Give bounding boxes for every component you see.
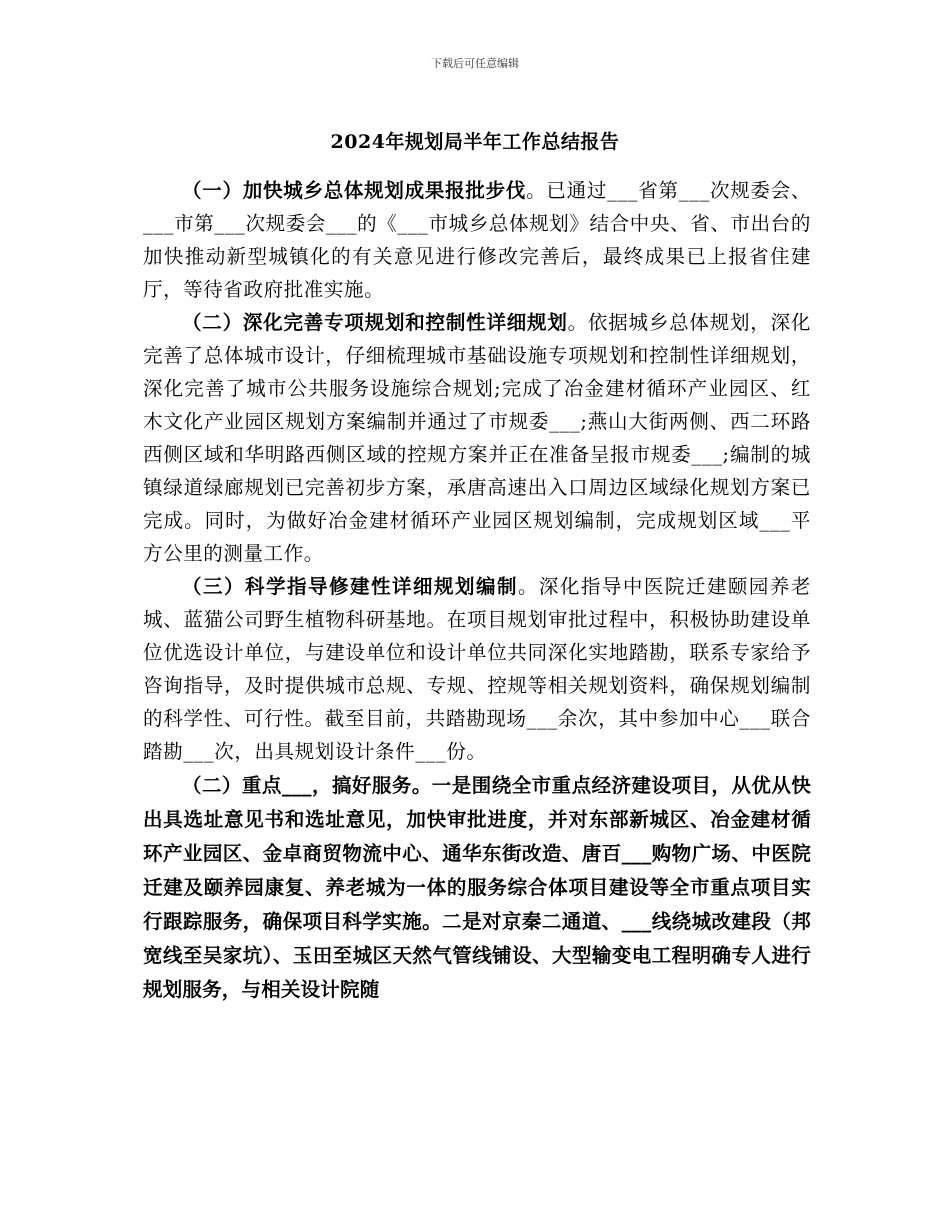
document-title: 2024年规划局半年工作总结报告 [330, 131, 620, 153]
paragraph-2 [143, 306, 811, 570]
paragraph-1-heading: （一）加快城乡总体规划成果报批步伐 [182, 179, 527, 202]
paragraph-1 [143, 174, 811, 306]
paragraph-3 [143, 570, 811, 768]
paragraph-3-text: 。深化指导中医院迁建颐园养老城、蓝猫公司野生植物科研基地。在项目规划审批过程中，积极协助建设单位优选设计单位，与建设单位和设计单位共同深化实地踏勘，联系专家给予咨询指导，及时提供城市总规、专规、控规等相关规划资料，确保规划编制的科学性、可行性。截至目前，共踏勘现场___余次，其中参加中心___联合踏勘___次，出具规划设计条件___份。 [143, 575, 811, 763]
document-body [143, 174, 811, 1007]
paragraph-1-text: 。已通过___省第___次规委会、___市第___次规委会___的《___市城乡总体规划》结合中央、省、市出台的加快推动新型城镇化的有关意见进行修改完善后，最终成果已上报省住建厅，等待省政府批准实施。 [143, 179, 812, 301]
header-note: 下载后可任意编辑 [431, 57, 519, 70]
paragraph-2-heading: （二）深化完善专项规划和控制性详细规划 [182, 311, 568, 334]
paragraph-3-heading: （三）科学指导修建性详细规划编制 [182, 575, 518, 598]
paragraph-2-text: 。依据城乡总体规划，深化完善了总体城市设计，仔细梳理城市基础设施专项规划和控制性详细规划，深化完善了城市公共服务设施综合规划;完成了冶金建材循环产业园区、红木文化产业园区规划方案编制并通过了市规委___;燕山大街两侧、西二环路西侧区域和华明路西侧区域的控规方案并正在准备呈报市规委___;编制的城镇绿道绿廊规划已完善初步方案，承唐高速出入口周边区域绿化规划方案已完成。同时，为做好冶金建材循环产业园区规划编制，完成规划区域___平方公里的测量工作。 [143, 311, 812, 565]
paragraph-4-bold: （二）重点___，搞好服务。一是围绕全市重点经济建设项目，从优从快出具选址意见书和选址意见，加快审批进度，并对东部新城区、冶金建材循环产业园区、金卓商贸物流中心、通华东街改造、唐百___购物广场、中医院迁建及颐养园康复、养老城为一体的服务综合体项目建设等全市重点项目实行跟踪服务，确保项目科学实施。二是对京秦二通道、___线绕城改建段（邦宽线至吴家坑）、玉田至城区天然气管线铺设、大型输变电工程明确专人进行规划服务，与相关设计院随 [143, 774, 811, 1001]
